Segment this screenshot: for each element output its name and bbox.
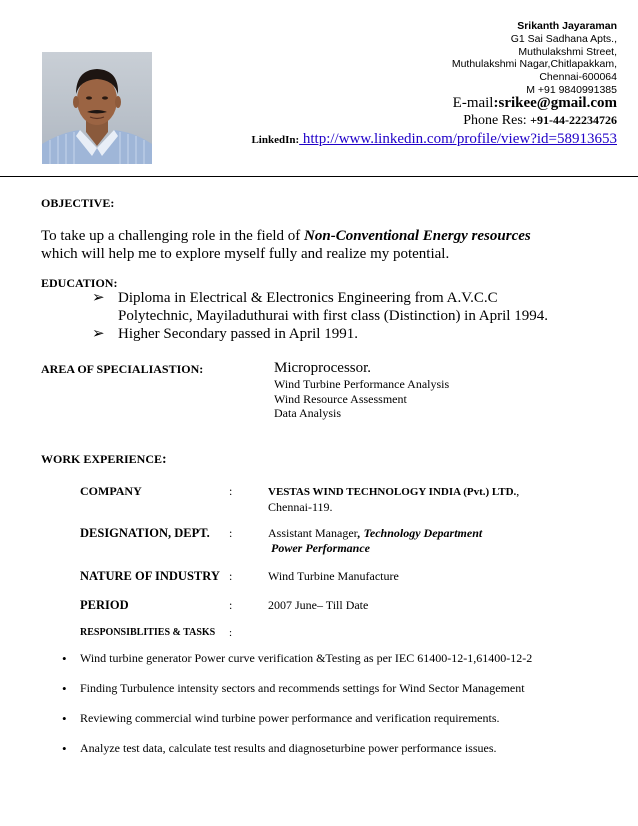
designation-value: Assistant Manager, Technology Department Power Performance <box>268 526 483 555</box>
education-item: ➢ Higher Secondary passed in April 1991. <box>92 326 358 342</box>
mobile-number: M +91 9840991385 <box>526 83 617 96</box>
education-item: ➢ Diploma in Electrical & Electronics Engineering from A.V.C.C <box>92 290 498 306</box>
responsibility-item: • Finding Turbulence intensity sectors and recommends settings for Wind Sector Management <box>62 681 525 696</box>
address-line: Muthulakshmi Street, <box>518 45 617 58</box>
specialisation-item: Microprocessor. <box>274 360 372 376</box>
sub-department: Power Performance <box>271 541 370 555</box>
colon: : <box>229 526 233 540</box>
linkedin-link[interactable]: http://www.linkedin.com/profile/view?id=58913653 <box>299 131 617 147</box>
education-list <box>92 289 548 343</box>
bullet-icon: • <box>62 741 67 756</box>
industry-label: NATURE OF INDUSTRY <box>80 569 220 583</box>
objective-line2: which will help me to explore myself fully and realize my potential. <box>41 246 450 262</box>
specialisation-heading: AREA OF SPECIALIASTION: <box>41 362 204 376</box>
bullet-icon: • <box>62 711 67 726</box>
bullet-icon: • <box>62 651 67 666</box>
colon: : <box>229 569 233 583</box>
period-label: PERIOD <box>80 598 129 612</box>
profile-photo <box>42 52 152 164</box>
responsibility-item: • Reviewing commercial wind turbine power performance and verification requirements. <box>62 711 500 726</box>
industry-value: Wind Turbine Manufacture <box>268 569 399 583</box>
designation-label: DESIGNATION, DEPT. <box>80 526 210 540</box>
company-value: VESTAS WIND TECHNOLOGY INDIA (Pvt.) LTD., Chennai-119. <box>268 484 520 514</box>
colon: : <box>229 598 233 612</box>
linkedin-line <box>251 130 617 148</box>
objective-field: Non-Conventional Energy resources <box>304 228 531 244</box>
responsibility-list <box>0 651 638 771</box>
education-item-cont: Polytechnic, Mayiladuthurai with first class (Distinction) in April 1994. <box>118 308 548 324</box>
phone-value: +91-44-22234726 <box>530 113 617 127</box>
company-city: Chennai-119. <box>268 500 333 514</box>
company-label: COMPANY <box>80 484 142 498</box>
contact-block <box>452 20 617 97</box>
period-value: 2007 June– Till Date <box>268 598 369 612</box>
specialisation-list <box>274 359 449 421</box>
arrow-bullet-icon: ➢ <box>92 326 105 342</box>
address-line: Muthulakshmi Nagar,Chitlapakkam, <box>451 58 617 71</box>
candidate-name: Srikanth Jayaraman <box>517 20 617 32</box>
address-line: G1 Sai Sadhana Apts., <box>510 32 617 45</box>
responsibility-item: • Analyze test data, calculate test results and diagnoseturbine power performance issues. <box>62 741 497 756</box>
address-line: Chennai-600064 <box>539 71 617 84</box>
arrow-bullet-icon: ➢ <box>92 290 105 306</box>
responsibilities-label: RESPONSIBLITIES & TASKS <box>80 627 216 638</box>
work-heading: WORK EXPERIENCE: <box>41 452 167 467</box>
specialisation-item: Wind Resource Assessment <box>274 391 407 406</box>
specialisation-item: Wind Turbine Performance Analysis <box>274 377 450 391</box>
department: , Technology Department <box>357 526 483 540</box>
colon: : <box>229 484 233 498</box>
header-divider <box>0 176 638 177</box>
objective-text <box>41 227 531 263</box>
phone-label: Phone Res: <box>463 113 531 128</box>
specialisation-item: Data Analysis <box>274 406 341 420</box>
responsibility-item: • Wind turbine generator Power curve verification &Testing as per IEC 61400-12-1,61400-12-2 <box>62 651 533 666</box>
linkedin-label: LinkedIn: <box>251 134 300 146</box>
phone-line <box>463 113 617 129</box>
email-label: E-mail <box>452 95 494 111</box>
email-value[interactable]: :srikee@gmail.com <box>493 95 617 111</box>
education-heading: EDUCATION: <box>41 276 118 290</box>
objective-heading: OBJECTIVE: <box>41 196 115 210</box>
email-line <box>453 95 617 112</box>
bullet-icon: • <box>62 681 67 696</box>
objective-line1: To take up a challenging role in the field of <box>41 228 305 244</box>
colon: : <box>229 627 233 639</box>
